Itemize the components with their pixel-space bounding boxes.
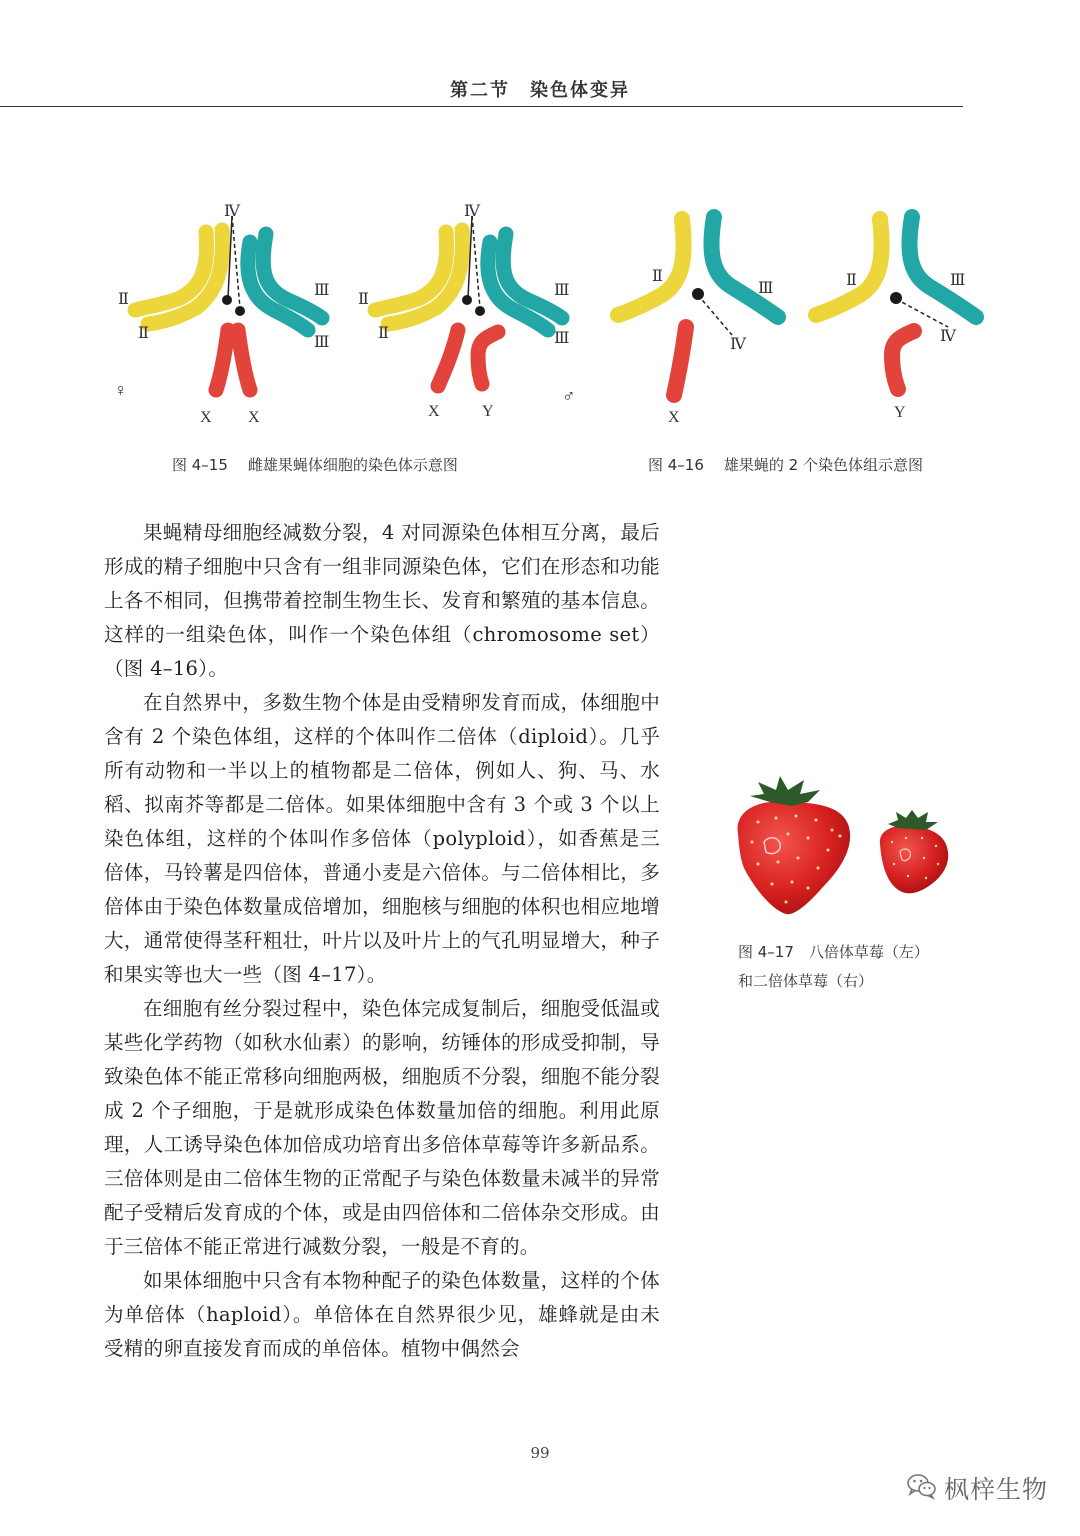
chromosome-iv-pointer bbox=[698, 295, 732, 335]
label-ii-a: Ⅱ bbox=[358, 291, 369, 308]
label-ii-a: Ⅱ bbox=[118, 291, 129, 308]
label-x: X bbox=[668, 409, 680, 426]
diploid-strawberry-fruit bbox=[880, 826, 948, 894]
label-x: X bbox=[428, 403, 440, 420]
chromosome-x-a bbox=[216, 330, 228, 390]
label-iii: Ⅲ bbox=[758, 280, 774, 297]
label-y: Y bbox=[482, 403, 494, 420]
watermark bbox=[906, 1468, 1066, 1508]
figure-4-17-caption-line-2: 和二倍体草莓（右） bbox=[738, 972, 874, 990]
female-symbol: ♀ bbox=[114, 380, 128, 400]
octoploid-strawberry bbox=[738, 776, 851, 914]
figure-4-15-caption-text: 雌雄果蝇体细胞的染色体示意图 bbox=[247, 456, 458, 474]
label-ii: Ⅱ bbox=[652, 268, 663, 285]
chromosome-iv-dot bbox=[462, 295, 472, 305]
label-iii: Ⅲ bbox=[950, 272, 966, 289]
octoploid-strawberry-fruit bbox=[738, 802, 851, 914]
figure-4-15 bbox=[100, 190, 580, 444]
chromosome-iv-pointer bbox=[896, 299, 948, 327]
cell-male bbox=[358, 203, 576, 420]
label-iii-b: Ⅲ bbox=[314, 334, 330, 351]
label-iv: Ⅳ bbox=[730, 336, 746, 353]
label-iv: Ⅳ bbox=[940, 328, 956, 345]
chromosome-iv-pointer-2 bbox=[472, 216, 480, 308]
label-iii-a: Ⅲ bbox=[554, 282, 570, 299]
figure-4-15-caption-number: 图 4–15 bbox=[172, 456, 228, 474]
figure-4-16-caption bbox=[648, 454, 923, 475]
wechat-icon bbox=[906, 1472, 938, 1504]
label-iii-a: Ⅲ bbox=[314, 282, 330, 299]
chromosome-iv-dot bbox=[222, 295, 232, 305]
chromosome-iii bbox=[711, 217, 778, 317]
label-x-a: X bbox=[200, 409, 212, 426]
label-ii: Ⅱ bbox=[846, 272, 857, 289]
paragraph-4: 如果体细胞中只含有本物种配子的染色体数量，这样的个体为单倍体（haploid）。单倍体在自然界很少见，雄蜂就是由未受精的卵直接发育而成的单倍体。植物中偶然会 bbox=[104, 1269, 660, 1360]
figure-4-16-caption-text: 雄果蝇的 2 个染色体组示意图 bbox=[723, 456, 923, 474]
label-y: Y bbox=[894, 404, 906, 421]
chromosome-y bbox=[892, 331, 914, 389]
chromosome-x-b bbox=[238, 330, 250, 390]
paragraph-1: 果蝇精母细胞经减数分裂，4 对同源染色体相互分离，最后形成的精子细胞中只含有一组非同源染色体，它们在形态和功能上各不相同，但携带着控制生物生长、发育和繁殖的基本信息。这样的一组染色体，叫作一个染色体组（chromosome set）（图 4–16）。 bbox=[104, 521, 660, 680]
header-rule bbox=[0, 106, 963, 107]
chromosome-ii-short bbox=[135, 298, 180, 310]
figure-4-16-caption-number: 图 4–16 bbox=[648, 456, 704, 474]
figure-4-15-diagram bbox=[100, 190, 580, 440]
chromosome-ii-long bbox=[180, 232, 207, 298]
figure-4-17-photo bbox=[728, 772, 968, 926]
label-iii-b: Ⅲ bbox=[554, 330, 570, 347]
chromosome-iv-dot-2 bbox=[235, 306, 245, 316]
chromosome-x bbox=[674, 327, 686, 395]
chromosome-ii-long bbox=[420, 232, 447, 298]
paragraph-2: 在自然界中，多数生物个体是由受精卵发育而成，体细胞中含有 2 个染色体组，这样的个体叫作二倍体（diploid）。几乎所有动物和一半以上的植物都是二倍体，例如人、狗、马、水稻、拟南芥等都是二倍体。如果体细胞中含有 3 个或 3 个以上染色体组，这样的个体叫作多倍体（polyploid），如香蕉是三倍体，马铃薯是四倍体，普通小麦是六倍体。与二倍体相比，多倍体由于染色体数量成倍增加，细胞核与细胞的体积也相应地增大，通常使得茎秆粗壮，叶片以及叶片上的气孔明显增大，种子和果实等也大一些（图 4–17）。 bbox=[104, 691, 660, 986]
figure-4-17-caption-line-1: 图 4–17 八倍体草莓（左） bbox=[738, 943, 929, 961]
page-number: 99 bbox=[530, 1444, 550, 1462]
diploid-strawberry bbox=[880, 810, 948, 893]
chromosome-ii-short bbox=[375, 298, 420, 310]
diploid-strawberry-calyx bbox=[888, 810, 938, 830]
label-iv: Ⅳ bbox=[224, 203, 240, 220]
male-symbol: ♂ bbox=[562, 386, 576, 406]
watermark-text: 枫梓生物 bbox=[944, 1475, 1049, 1504]
chromosome-set-y bbox=[816, 217, 976, 421]
figure-4-17-caption bbox=[738, 938, 1018, 996]
figure-4-16-diagram bbox=[600, 195, 1000, 435]
octoploid-strawberry-calyx bbox=[750, 776, 820, 806]
figure-4-16 bbox=[600, 195, 1000, 439]
body-text bbox=[104, 516, 660, 1366]
chromosome-iv-dot bbox=[890, 292, 902, 304]
page-header-title: 第二节 染色体变异 bbox=[450, 80, 630, 101]
strawberries-illustration bbox=[728, 772, 968, 922]
chromosome-ii bbox=[816, 219, 882, 315]
chromosome-set-x bbox=[618, 217, 778, 426]
chromosome-iv-pointer-2 bbox=[232, 216, 240, 308]
cell-female bbox=[114, 203, 329, 426]
chromosome-x bbox=[438, 330, 458, 386]
paragraph-3: 在细胞有丝分裂过程中，染色体完成复制后，细胞受低温或某些化学药物（如秋水仙素）的影响，纺锤体的形成受抑制，导致染色体不能正常移向细胞两极，细胞质不分裂，细胞不能分裂成 2 个子细胞，于是就形成染色体数量加倍的细胞。利用此原理，人工诱导染色体加倍成功培育出多倍体草莓等许多新品系。三倍体则是由二倍体生物的正常配子与染色体数量未减半的异常配子受精后发育成的个体，或是由四倍体和二倍体杂交形成。由于三倍体不能正常进行减数分裂，一般是不育的。 bbox=[104, 997, 660, 1258]
label-iv: Ⅳ bbox=[464, 203, 480, 220]
chromosome-iii bbox=[909, 217, 976, 317]
label-x-b: X bbox=[248, 409, 260, 426]
label-ii-b: Ⅱ bbox=[138, 325, 149, 342]
figure-4-15-caption bbox=[172, 454, 458, 475]
label-ii-b: Ⅱ bbox=[378, 325, 389, 342]
chromosome-iv-dot-2 bbox=[475, 306, 485, 316]
chromosome-y bbox=[478, 332, 498, 384]
chromosome-iv-dot bbox=[692, 288, 704, 300]
chromosome-ii bbox=[618, 219, 684, 315]
